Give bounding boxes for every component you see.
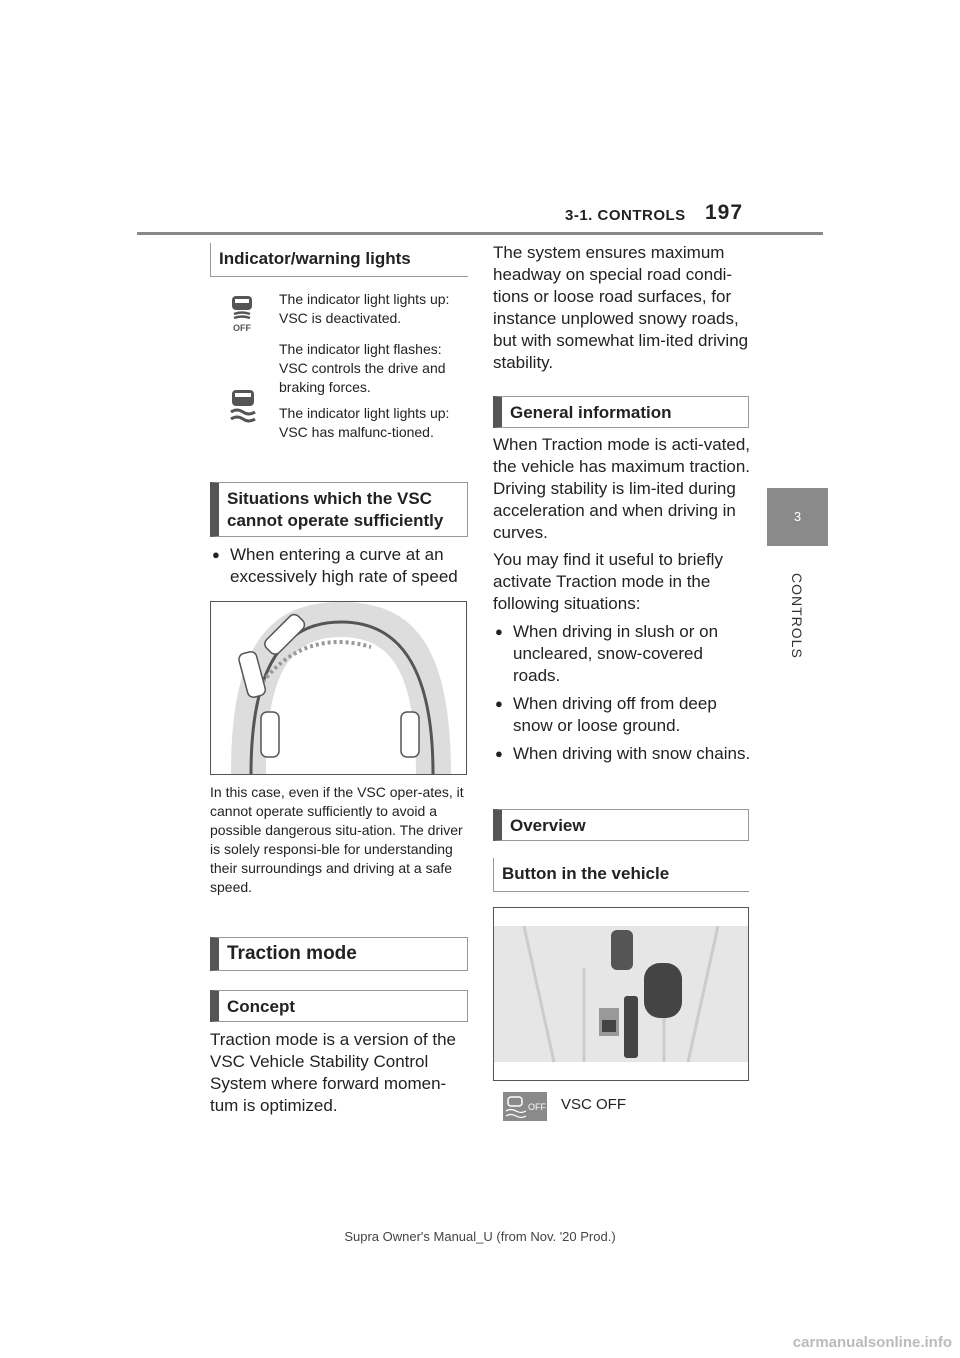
indicator-heading: Indicator/warning lights [210,243,468,277]
situations-heading: Situations which the VSC cannot operate sufficiently [210,482,468,537]
button-heading: Button in the vehicle [493,858,749,892]
overview-heading: Overview [493,809,749,841]
bullet-deep-snow: ● When driving off from deep snow or loose ground. [495,693,753,737]
indicator-malfunction-text: The indicator light lights up: VSC has malfunc-tioned. [279,405,450,440]
header-rule [137,232,823,235]
bullet-snow-chains: ● When driving with snow chains. [495,743,753,765]
svg-text:OFF: OFF [233,323,251,332]
chapter-tab-label: CONTROLS [789,573,805,659]
general-info-heading: General information [493,396,749,428]
general-text-2: You may find it useful to briefly activate Traction mode in the following situations: [493,550,723,613]
footer: Supra Owner's Manual_U (from Nov. '20 Prod.) [344,1229,616,1244]
vsc-off-label: VSC OFF [561,1096,627,1113]
situation-bullet: ● When entering a curve at an excessively high rate of speed [212,544,492,588]
page-number: 197 [705,201,744,224]
general-text-1: When Traction mode is acti-vated, the vehicle has maximum traction. Driving stability is lim-ited during acceleration and when driving in curves. [493,435,751,542]
vsc-off-button-icon [503,1092,547,1121]
vsc-off-button-icon-text: OFF [528,1102,546,1112]
center-console-photo [493,907,749,1081]
traction-mode-heading: Traction mode [210,937,468,971]
vsc-skid-indicator-icon [227,388,259,429]
concept-text: Traction mode is a version of the VSC Vehicle Stability Control System where forward momen-tum is optimized. [210,1030,456,1115]
intro-text: The system ensures maximum headway on special road condi-tions or loose road surfaces, for instance unplowed snowy roads, but with somewhat lim-ited driving stability. [493,243,749,372]
vsc-off-indicator-icon [228,294,256,337]
section-title: 3-1. CONTROLS [565,207,686,224]
concept-heading: Concept [210,990,468,1022]
chapter-tab: 3 [767,488,828,546]
watermark: carmanualsonline.info [792,1334,952,1351]
indicator-off-text: The indicator light lights up: VSC is deactivated. [279,291,450,326]
indicator-flash-text: The indicator light flashes: VSC controls the drive and braking forces. [279,341,446,395]
bullet-slush: ● When driving in slush or on uncleared, snow-covered roads. [495,621,753,687]
illustration-caption: In this case, even if the VSC oper-ates, it cannot operate sufficiently to avoid a possible dangerous situ-ation. The driver is solely responsi-ble for understanding their surroundings and driving at a safe speed. [210,784,464,895]
curve-illustration [210,601,467,775]
